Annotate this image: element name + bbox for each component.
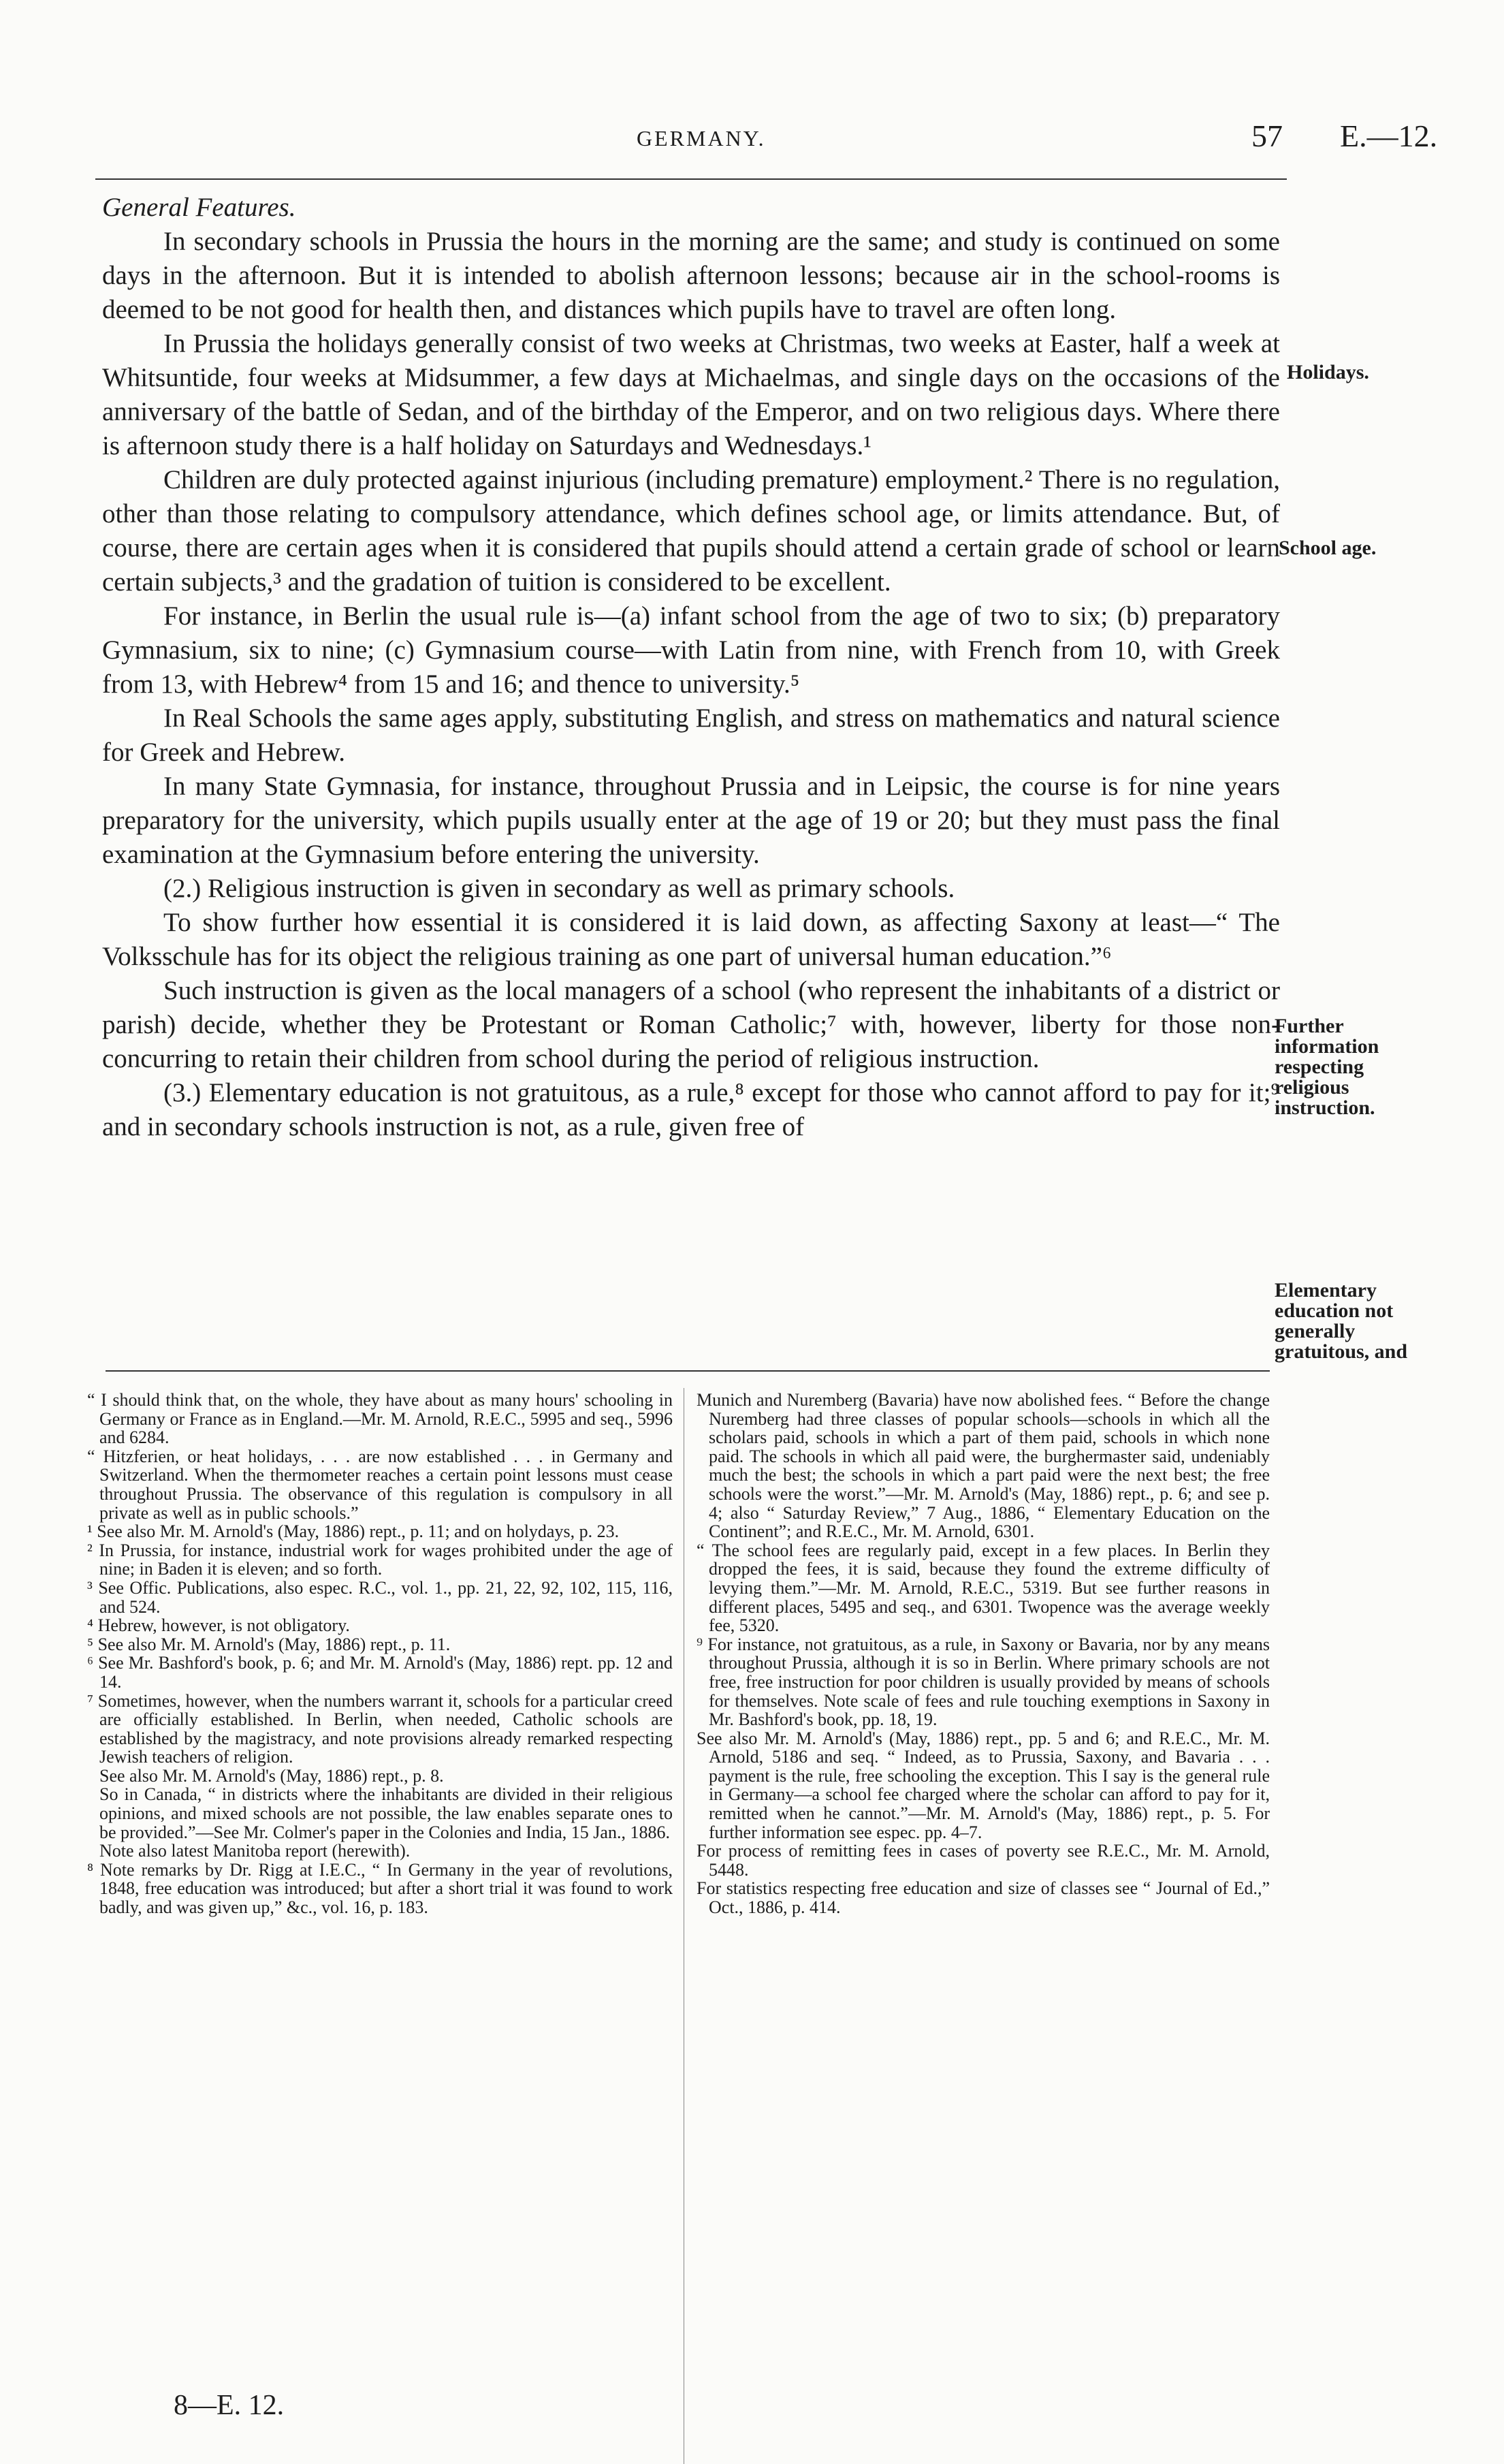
header-rule (95, 178, 1287, 180)
signature-mark: 8—E. 12. (174, 2390, 285, 2421)
footnote: ² In Prussia, for instance, industrial work for wages prohibited under the age of nine; in Baden it is eleven; and so forth. (87, 1540, 673, 1579)
body-text (102, 191, 1280, 1144)
footnote: See also Mr. M. Arnold's (May, 1886) rept., pp. 5 and 6; and R.E.C., Mr. M. Arnold, 5186 and seq. “ Indeed, as to Prussia, Saxony, and Bavaria . . . payment is the rule, free schooling the exception. This I say is the general rule in Germany—a school fee charged where the scholar can afford to pay for it, remitted when he cannot.”—Mr. M. Arnold's (May, 1886) rept., p. 5. For further information see espec. pp. 4–7. (697, 1728, 1270, 1842)
series-mark: E.—12. (1340, 119, 1438, 153)
margin-note-line: religious (1275, 1076, 1349, 1099)
paragraph: In secondary schools in Prussia the hours in the morning are the same; and study is continued on some days in the afternoon. But it is intended to abolish afternoon lessons; because air in the school-rooms is deemed to be not good for health then, and distances which pupils have to travel are often long. (102, 227, 1280, 324)
footnote: ³ See Offic. Publications, also espec. R.C., vol. 1., pp. 21, 22, 92, 102, 115, 116, and 524. (87, 1577, 673, 1617)
footnote: ⁷ Sometimes, however, when the numbers warrant it, schools for a particular creed are officially established. In Berlin, when needed, Catholic schools are established by the magistracy, and note provisions already remarked respecting Jewish teachers of religion. (87, 1690, 673, 1767)
margin-note-elementary (1275, 1280, 1428, 1362)
footnote: ⁸ Note remarks by Dr. Rigg at I.E.C., “ In Germany in the year of revolutions, 1848, free education was introduced; but after a short trial it was found to work badly, and was given up,” &c., vol. 16, p. 183. (87, 1859, 673, 1918)
paragraph: (3.) Elementary education is not gratuitous, as a rule,⁸ except for those who cannot afford to pay for it;⁹ and in secondary schools instruction is not, as a rule, given free of (102, 1078, 1280, 1141)
footnote-continuation: So in Canada, “ in districts where the inhabitants are divided in their religious opinions, and mixed schools are not possible, the law enables separate ones to be provided.”—See Mr. Colmer's paper in the Colonies and India, 15 Jan., 1886. (99, 1784, 673, 1842)
margin-note-line: instruction. (1275, 1096, 1375, 1119)
running-title: GERMANY. (637, 126, 766, 151)
footnote-continuation: Munich and Nuremberg (Bavaria) have now abolished fees. “ Before the change Nuremberg had three classes of popular schools—schools in which all the scholars paid, schools in which a part of them paid, schools in which none paid. The schools in which all paid were, the burghermaster said, undeniably much the best; the schools in which a part paid were the next best; the free schools were the worst.”—Mr. M. Arnold's (May, 1886) rept., p. 6; and see p. 4; also “ Saturday Review,” 7 Aug., 1886, “ Elementary Education on the Continent”; and R.E.C., Mr. M. Arnold, 6301. (697, 1390, 1270, 1542)
footnote: ¹ See also Mr. M. Arnold's (May, 1886) rept., p. 11; and on holydays, p. 23. (87, 1521, 620, 1542)
margin-note-line: information (1275, 1035, 1379, 1058)
margin-note-line: generally (1275, 1320, 1356, 1342)
footnote-continuation: Note also latest Manitoba report (herewith). (99, 1841, 411, 1861)
footnote: “ I should think that, on the whole, they have about as many hours' schooling in Germany or France as in England.—Mr. M. Arnold, R.E.C., 5995 and seq., 5996 and 6284. (87, 1390, 673, 1448)
footnote: For process of remitting fees in cases of poverty see R.E.C., Mr. M. Arnold, 5448. (697, 1841, 1270, 1880)
paragraph: To show further how essential it is considered it is laid down, as affecting Saxony at least—“ The Volksschule has for its object the religious training as one part of universal human education.”⁶ (102, 908, 1280, 971)
footnotes-left (87, 1391, 673, 1917)
footnote-rule (106, 1370, 1270, 1372)
paragraph: In Real Schools the same ages apply, substituting English, and stress on mathematics and natural science for Greek and Hebrew. (102, 704, 1280, 767)
footnotes-right (697, 1391, 1270, 1917)
margin-note-line: gratuitous, and (1275, 1340, 1408, 1363)
paragraph: In Prussia the holidays generally consist of two weeks at Christmas, two weeks at Easter, half a week at Whitsuntide, four weeks at Midsummer, a few days at Michaelmas, and single days on the occasions of the anniversary of the battle of Sedan, and of the birthday of the Emperor, and on two religious days. Where there is afternoon study there is a half holiday on Saturdays and Wednesdays.¹ (102, 329, 1280, 460)
margin-note-line: education not (1275, 1299, 1394, 1322)
margin-note-school-age: School age. (1279, 537, 1377, 559)
margin-note-religious (1275, 1016, 1428, 1118)
margin-note-line: Further (1275, 1015, 1344, 1037)
margin-note-holidays: Holidays. (1287, 361, 1369, 383)
footnote: “ Hitzferien, or heat holidays, . . . are now established . . . in Germany and Switzerland. When the thermometer reaches a certain point lessons must cease throughout Prussia. The observance of this regulation is compulsory in all private as well as in public schools.” (87, 1446, 673, 1523)
footnote-continuation: See also Mr. M. Arnold's (May, 1886) rept., p. 8. (99, 1765, 444, 1786)
footnote: ⁶ See Mr. Bashford's book, p. 6; and Mr. M. Arnold's (May, 1886) rept. pp. 12 and 14. (87, 1653, 673, 1692)
margin-note-line: respecting (1275, 1056, 1364, 1078)
paragraph: In many State Gymnasia, for instance, throughout Prussia and in Leipsic, the course is for nine years preparatory for the university, which pupils usually enter at the age of 19 or 20; but they must pass the final examination at the Gymnasium before entering the university. (102, 772, 1280, 869)
footnote: ⁴ Hebrew, however, is not obligatory. (87, 1615, 350, 1636)
paragraph: (2.) Religious instruction is given in secondary as well as primary schools. (163, 874, 955, 903)
footnote: ⁹ For instance, not gratuitous, as a rule, in Saxony or Bavaria, nor by any means throughout Prussia, although it is so in Berlin. Where primary schools are not free, free instruction for poor children is usually provided by means of schools for themselves. Note scale of fees and rule touching exemptions in Saxony in Mr. Bashford's book, pp. 18, 19. (697, 1634, 1270, 1730)
paragraph: Children are duly protected against injurious (including premature) employment.² There is no regulation, other than those relating to compulsory attendance, which defines school age, or limits attendance. But, of course, there are certain ages when it is considered that pupils should attend a certain grade of school or learn certain subjects,³ and the gradation of tuition is considered to be excellent. (102, 465, 1280, 597)
paragraph: Such instruction is given as the local managers of a school (who represent the inhabitants of a district or parish) decide, whether they be Protestant or Roman Catholic;⁷ with, however, liberty for those non-concurring to retain their children from school during the period of religious instruction. (102, 976, 1280, 1073)
footnote: For statistics respecting free education and size of classes see “ Journal of Ed.,” Oct., 1886, p. 414. (697, 1878, 1270, 1918)
footnote: “ The school fees are regularly paid, except in a few places. In Berlin they dropped the fees, it is said, because they found the extreme difficulty of levying them.”—Mr. M. Arnold, R.E.C., 5319. But see further reasons in different places, 5495 and seq., and 6301. Twopence was the average weekly fee, 5320. (697, 1540, 1270, 1636)
section-label: General Features. (102, 193, 296, 222)
margin-note-line: Elementary (1275, 1279, 1377, 1301)
page-number: 57 (1251, 119, 1283, 153)
paragraph: For instance, in Berlin the usual rule is—(a) infant school from the age of two to six; (b) preparatory Gymnasium, six to nine; (c) Gymnasium course—with Latin from nine, with French from 10, with Greek from 13, with Hebrew⁴ from 15 and 16; and thence to university.⁵ (102, 601, 1280, 699)
footnote: ⁵ See also Mr. M. Arnold's (May, 1886) rept., p. 11. (87, 1634, 451, 1654)
